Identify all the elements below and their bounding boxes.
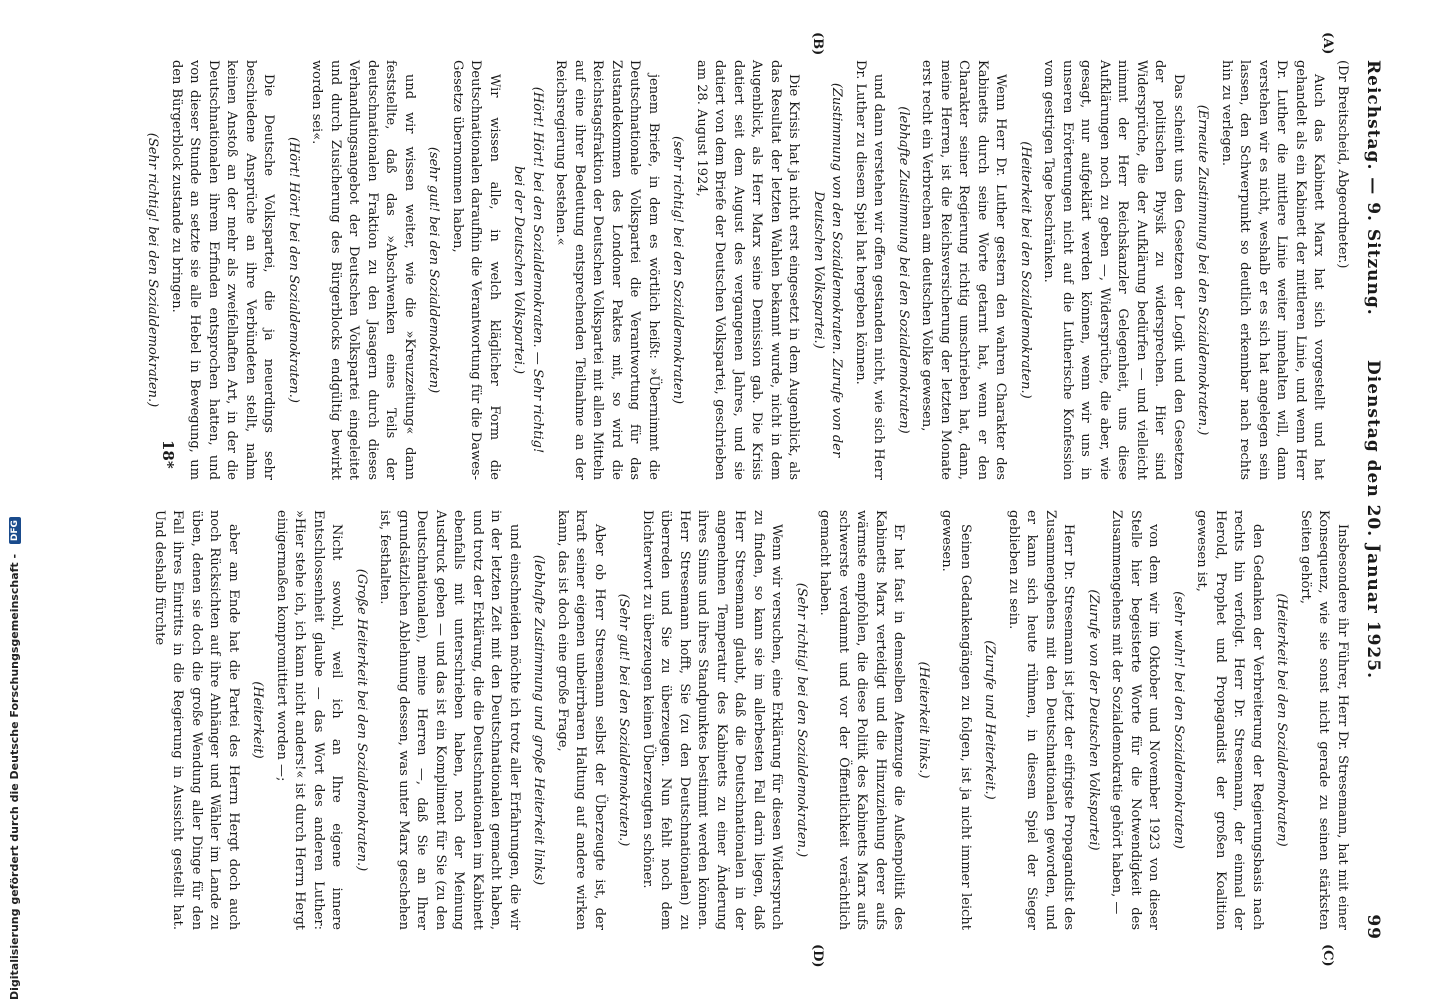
interjection: (Sehr richtig! bei den Sozialdemokraten.) <box>145 132 161 408</box>
interjection: (Hört! Hört! bei den Sozialdemokraten. — Sehr richtig! bei der Deutschen Volkspartei.) <box>511 86 545 454</box>
paragraph: und wir wissen weiter, wie die »Kreuzzeitung« dann feststellte, daß das »Abschwenken eines Teils der deutschnationalen Fraktion zu den Jasagern durch dieses Verhandlungsangebot der Deutschen Volkspartei eingeleitet und durch Zusicherung des Bürgerblocks endgültig bewirkt worden sei«. <box>309 60 417 480</box>
margin-marker-c: (C) <box>1320 944 1335 967</box>
interjection: (sehr wahr! bei den Sozialdemokraten) <box>1171 591 1186 849</box>
right-paragraphs <box>150 510 1352 930</box>
signature-mark: 18* <box>159 440 177 469</box>
paragraph: Seinen Gedankengängen zu folgen, ist ja nicht immer leicht gewesen. <box>939 510 973 930</box>
paragraph: und dann verstehen wir offen gestanden nicht, wie sich Herr Dr. Luther zu diesem Spiel hat hergeben können. <box>853 60 887 480</box>
left-paragraphs <box>143 60 1328 480</box>
interjection: (Große Heiterkeit bei den Sozialdemokraten.) <box>354 568 369 872</box>
paragraph: Die Krisis hat ja nicht erst eingesetzt in dem Augenblick, als das Resultat der letzten Wahlen bekannt wurde, nicht in dem Augenblick, als Herr Marx seine Demission gab. Die Krisis datiert seit dem August des vergangenen Jahres, und sie datiert von dem Briefe der Deutschen Volkspartei, geschrieben am 28. August 1924, <box>694 60 802 480</box>
paragraph: Aber ob Herr Stresemann selbst der Überzeugte ist, der kraft seiner eigenen unbeirrbaren Haltung auf andere wirken kann, das ist doch eine große Frage, <box>555 510 607 930</box>
paragraph: jenem Briefe, in dem es wörtlich heißt: »Übernimmt die Deutschnationale Volkspartei die Verantwortung für das Zustandekommen des Londoner Paktes mit, so wird die Reichstagsfraktion der Deutschen Volkspartei mit allen Mitteln auf eine ihrer Bedeutung entsprechenden Teilnahme an der Reichsregierung bestehen.« <box>553 60 661 480</box>
header-date: Dienstag den 20. Januar 1925. <box>1363 360 1383 679</box>
paragraph: aber am Ende hat die Partei des Herrn Hergt doch auch noch Rücksichten auf ihre Anhänger und Wähler im Lande zu üben, denen sie doch die große Wendung aller Dinge für den Fall ihres Eintritts in die Regierung in Aussicht gestellt hat. Und deshalb fürchte <box>152 510 241 930</box>
paragraph: Wenn Herr Dr. Luther gestern den wahren Charakter des Kabinetts durch seine Worte getarnt hat, wenn er den Charakter seiner Regierung richtig umschrieben hat, dann, meine Herren, ist die Reichsversicherung der letzten Monate erst recht ein Verbrechen am deutschen Volke gewesen, <box>919 60 1009 480</box>
interjection: (Zustimmung von den Sozialdemokraten. Zurufe von der Deutschen Volkspartei.) <box>811 82 845 458</box>
paragraph: Die Deutsche Volkspartei, die ja neuerdings sehr beschiedene Ansprüche an ihre Verbündeten stellt, nahm keinen Anstoß an der mehr als zweifelhaften Art, in der die Deutschnationalen ihrem Erfinden entsprochen hatten, und von dieser Stunde an setzte sie alle Hebel in Bewegung, um den Bürgerblock zustande zu bringen. <box>169 60 277 480</box>
paragraph: von dem wir im Oktober und November 1923 von dieser Stelle hier begeisterte Worte für die Notwendigkeit des Zusammengehens mit der Sozialdemokratie gehört haben, — <box>1109 510 1162 930</box>
interjection: (Sehr richtig! bei den Sozialdemokraten.) <box>794 582 809 858</box>
interjection: (Hört! Hört! bei den Sozialdemokraten.) <box>286 137 301 403</box>
paragraph: Auch das Kabinett Marx hat sich vorgestellt und hat gehandelt als ein Kabinett der mittleren Linie, und wenn Herr Dr. Luther die mittlere Linie weiter innehalten will, dann verstehen wir es nicht, weshalb er es sich hat angelegen sein lassen, den Schwerpunkt so deutlich erkennbar nach rechts hin zu verlegen. <box>1219 60 1327 480</box>
interjection: (sehr gut! bei den Sozialdemokraten) <box>426 146 442 394</box>
interjection: (Heiterkeit bei den Sozialdemokraten) <box>1274 593 1290 847</box>
paragraph: Wir wissen alle, in welch kläglicher Form die Deutschnationalen daraufhin die Verantwortung für die Dawes-Gesetze übernommen haben, <box>450 60 502 480</box>
interjection: (lebhafte Zustimmung bei den Sozialdemokraten) <box>896 106 911 434</box>
paragraph: und einschneiden möchte ich trotz aller Erfahrungen, die wir in der letzten Zeit mit den Deutschnationalen gemacht haben, und trotz der Erklärung, die die Deutschnationalen im Kabinett ebenfalls mit unterschrieben haben, noch der Meinung Ausdruck geben — und das ist ein Kompliment für Sie (zu den Deutschnationalen), meine Herren —, daß Sie an Ihrer grundsätzlichen Ablehnung dessen, was unter Marx geschehen ist, festhalten. <box>377 510 522 930</box>
paragraph: Herr Dr. Stresemann ist jetzt der eifrigste Propagandist des Zusammengehens mit den Deutschnationalen geworden, und er kann sich heute rühmen, in diesem Spiel der Sieger geblieben zu sein. <box>1006 510 1077 930</box>
interjection: (Heiterkeit links.) <box>916 661 931 779</box>
interjection: (Erneute Zustimmung bei den Sozialdemokraten.) <box>1195 104 1211 436</box>
paragraph: den Gedanken der Verbreiterung der Regierungsbasis nach rechts hin verfolgt. Herr Dr. Stresemann, der einmal der Herold, Prophet und Propagandist der großen Koalition gewesen ist, <box>1194 510 1265 930</box>
interjection: (Zurufe und Heiterkeit.) <box>982 640 998 800</box>
dfg-logo: DFG <box>9 517 21 544</box>
paragraph: Das scheint uns den Gesetzen der Logik und den Gesetzen der politischen Physik zu widersprechen. Hier sind Widersprüche, die der Aufklärung bedürfen — und vielleicht nimmt der Herr Reichskanzler Gelegenheit, uns diese Aufklärungen noch zu geben —, Widersprüche, die aber, wie gesagt, nur aufgeklärt werden können, wenn wir uns in unseren Erörterungen nicht auf die Lutherische Konfession vom gestrigen Tage beschränken. <box>1041 60 1186 480</box>
interjection: (Heiterkeit bei den Sozialdemokraten.) <box>1018 141 1033 399</box>
header-title: Reichstag. — 9. Sitzung. <box>1363 60 1383 316</box>
rotated-page <box>145 32 1385 968</box>
interjection: (Sehr gut! bei den Sozialdemokraten.) <box>616 593 632 847</box>
paragraph: Insbesondere ihr Führer, Herr Dr. Stresemann, hat mit einer Konsequenz, wie sie sonst nicht gerade zu seinen stärksten Seiten gehört, <box>1298 510 1350 930</box>
paragraph: Nicht sowohl, weil ich an Ihre eigene innere Entschlossenheit glaube — das Wort des anderen Luther: »Hier stehe ich, ich kann nicht anders!« ist durch Herrn Hergt einigermaßen kompromittiert worden —; <box>274 510 345 930</box>
interjection: (sehr richtig! bei den Sozialdemokraten) <box>670 135 686 405</box>
digitization-credit <box>8 0 22 1000</box>
paragraph: Er hat fast in demselben Atemzuge die Außenpolitik des Kabinetts Marx verteidigt und die Hinzuziehung derer aufs wärmste empfohlen, die diese Politik des Kabinetts Marx aufs schwerste verdammt und vor der Öffentlichkeit verächtlich gemacht haben. <box>817 510 907 930</box>
interjection: (lebhafte Zustimmung und große Heiterkeit links) <box>531 554 547 886</box>
margin-marker-a: (A) <box>1320 32 1335 55</box>
page-number: 99 <box>1363 914 1383 940</box>
credit-text: Digitalisierung gefördert durch die Deutsche Forschungsgemeinschaft - <box>8 553 21 1000</box>
paragraph: Wenn wir versuchen, eine Erklärung für diesen Widerspruch zu finden, so kann sie im allerbesten Fall darin liegen, daß Herr Stresemann glaubt, daß die Deutschnationalen in der angenehmen Temperatur des Kabinetts zu einer Änderung ihres Sinns und ihres Standpunktes bestimmt werden können. Herr Stresemann hofft, Sie (zu den Deutschnationalen) zu überreden und Sie zu überzeugen. Nun fehlt noch dem Dichterwort zu überzeugen keinen Überzeugten schöner. <box>640 510 785 930</box>
interjection: (Zurufe von der Deutschen Volkspartei) <box>1086 589 1101 851</box>
margin-marker-b: (B) <box>810 32 825 56</box>
margin-marker-d: (D) <box>810 944 825 968</box>
interjection: (Heiterkeit) <box>250 681 266 759</box>
speaker-label: (Dr Breitscheid, Abgeordneter.) <box>1335 60 1350 269</box>
page-header <box>1359 60 1385 940</box>
text-column-right <box>152 510 1351 930</box>
